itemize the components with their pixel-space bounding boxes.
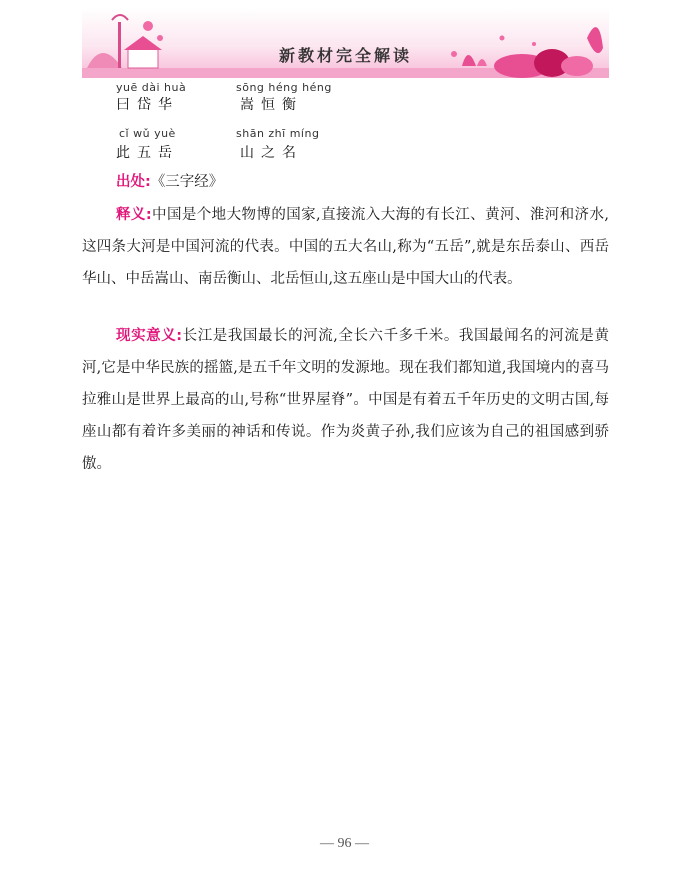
- verse-2-hanzi-right: 山之名: [240, 145, 303, 161]
- verse-1-pinyin-left: yuē dài huà: [116, 81, 187, 94]
- page-header: [82, 8, 609, 78]
- header-title: 新教材完全解读: [278, 46, 412, 65]
- meaning-label: 现实意义:: [116, 328, 183, 344]
- explanation-label: 释义:: [116, 207, 152, 223]
- verse-1-pinyin-right: sōng héng héng: [236, 81, 332, 94]
- verse-2-pinyin-right: shān zhī míng: [236, 127, 320, 140]
- explanation-paragraph: [82, 199, 609, 295]
- verse-2-hanzi-left: 此五岳: [116, 145, 179, 161]
- meaning-paragraph: [82, 320, 609, 480]
- page-number: — 96 —: [320, 836, 369, 851]
- source-line: [116, 170, 223, 194]
- verse-1-hanzi-right: 嵩恒衡: [240, 97, 303, 113]
- meaning-text: 长江是我国最长的河流,全长六千多千米。我国最闻名的河流是黄河,它是中华民族的摇篮,是五千年文明的发源地。现在我们都知道,我国境内的喜马拉雅山是世界上最高的山,号称“世界屋脊”。中国是有着五千年历史的文明古国,每座山都有着许多美丽的神话和传说。作为炎黄子孙,我们应该为自己的祖国感到骄傲。: [82, 328, 609, 472]
- source-label: 出处:: [116, 174, 151, 190]
- explanation-text: 中国是个地大物博的国家,直接流入大海的有长江、黄河、淮河和济水,这四条大河是中国河流的代表。中国的五大名山,称为“五岳”,就是东岳泰山、西岳华山、中岳嵩山、南岳衡山、北岳恒山,这五座山是中国大山的代表。: [82, 207, 609, 287]
- verse-1-hanzi-left: 曰岱华: [116, 97, 179, 113]
- source-text: 《三字经》: [150, 174, 224, 190]
- verse-2-pinyin-left: cǐ wǔ yuè: [119, 127, 176, 140]
